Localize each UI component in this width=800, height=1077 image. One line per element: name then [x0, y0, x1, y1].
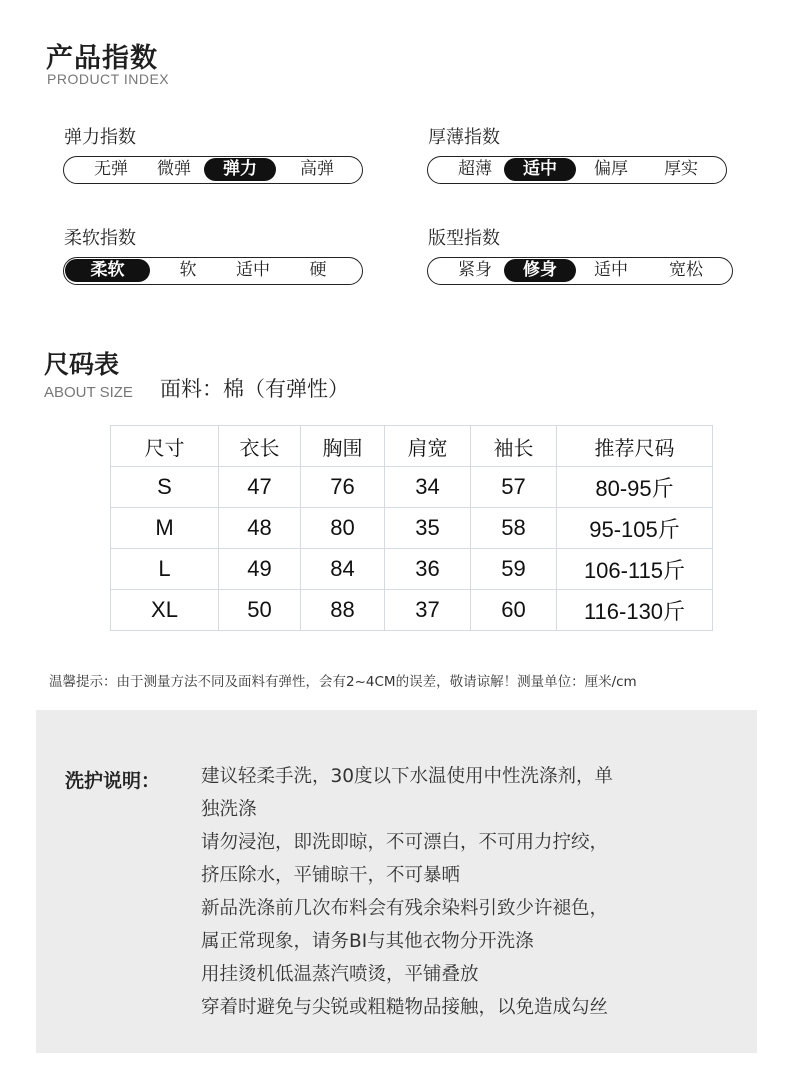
table-cell: S	[111, 467, 219, 508]
table-cell: 58	[471, 508, 557, 549]
table-cell: 48	[219, 508, 301, 549]
table-header-cell: 胸围	[301, 426, 385, 467]
softness-option-selected: 柔软	[65, 259, 150, 282]
thickness-index-bar	[427, 156, 727, 184]
table-cell: 34	[385, 467, 471, 508]
care-line: 建议轻柔手洗，30度以下水温使用中性洗涤剂，单	[201, 766, 614, 787]
table-header-row	[111, 426, 713, 467]
table-cell: 49	[219, 549, 301, 590]
care-line: 请勿浸泡，即洗即晾，不可漂白，不可用力拧绞，	[201, 832, 609, 853]
fit-option: 适中	[594, 260, 628, 280]
table-cell: 88	[301, 590, 385, 631]
table-header-cell: 尺寸	[111, 426, 219, 467]
product-index-title: 产品指数	[46, 43, 158, 74]
table-header-cell: 袖长	[471, 426, 557, 467]
fit-index-label: 版型指数	[428, 228, 500, 249]
size-table	[110, 425, 713, 631]
table-cell: 59	[471, 549, 557, 590]
elasticity-option-selected: 弹力	[204, 158, 276, 181]
fit-option-selected: 修身	[504, 259, 576, 282]
size-chart-title: 尺码表	[44, 350, 120, 379]
table-row	[111, 467, 713, 508]
fit-option: 宽松	[669, 260, 703, 280]
thickness-option: 偏厚	[594, 159, 628, 179]
table-cell: 106-115斤	[557, 549, 713, 590]
thickness-option: 厚实	[664, 159, 698, 179]
table-row	[111, 549, 713, 590]
elasticity-option: 无弹	[94, 159, 128, 179]
table-header-cell: 推荐尺码	[557, 426, 713, 467]
softness-option: 适中	[236, 260, 270, 280]
care-line: 新品洗涤前几次布料会有残余染料引致少许褪色，	[201, 898, 609, 919]
table-cell: 37	[385, 590, 471, 631]
elasticity-option: 高弹	[300, 159, 334, 179]
table-cell: 116-130斤	[557, 590, 713, 631]
table-cell: 57	[471, 467, 557, 508]
measurement-tip: 温馨提示：由于测量方法不同及面料有弹性，会有2~4CM的误差，敬请谅解！测量单位：厘米/cm	[49, 674, 637, 690]
thickness-option: 超薄	[458, 159, 492, 179]
table-cell: 76	[301, 467, 385, 508]
table-cell: 84	[301, 549, 385, 590]
table-row	[111, 508, 713, 549]
softness-option: 硬	[309, 260, 327, 280]
fit-index-bar	[427, 257, 733, 285]
product-index-subtitle: PRODUCT INDEX	[47, 71, 170, 87]
care-instructions-text	[201, 765, 701, 1029]
table-cell: M	[111, 508, 219, 549]
table-row	[111, 590, 713, 631]
care-line: 属正常现象，请务BI与其他衣物分开洗涤	[201, 931, 534, 952]
table-cell: 60	[471, 590, 557, 631]
thickness-option-selected: 适中	[504, 158, 576, 181]
softness-index-label: 柔软指数	[64, 228, 136, 249]
table-header-cell: 衣长	[219, 426, 301, 467]
fabric-info: 面料：棉（有弹性）	[160, 377, 349, 401]
table-cell: L	[111, 549, 219, 590]
table-cell: 35	[385, 508, 471, 549]
elasticity-option: 微弹	[157, 159, 191, 179]
table-cell: 80	[301, 508, 385, 549]
care-instructions-title: 洗护说明：	[65, 770, 161, 792]
care-line: 用挂烫机低温蒸汽喷烫，平铺叠放	[201, 964, 479, 985]
table-cell: 80-95斤	[557, 467, 713, 508]
table-cell: 47	[219, 467, 301, 508]
thickness-index-label: 厚薄指数	[428, 127, 500, 148]
size-chart-subtitle: ABOUT SIZE	[44, 384, 133, 401]
fit-option: 紧身	[458, 260, 492, 280]
elasticity-index-bar	[63, 156, 363, 184]
elasticity-index-label: 弹力指数	[64, 127, 136, 148]
softness-option: 软	[179, 260, 197, 280]
care-instructions-panel	[36, 710, 757, 1053]
care-line: 挤压除水，平铺晾干，不可暴晒	[201, 865, 461, 886]
table-cell: 36	[385, 549, 471, 590]
softness-index-bar	[63, 257, 363, 285]
table-cell: XL	[111, 590, 219, 631]
table-header-cell: 肩宽	[385, 426, 471, 467]
care-line: 穿着时避免与尖锐或粗糙物品接触，以免造成勾丝	[201, 997, 609, 1018]
table-cell: 95-105斤	[557, 508, 713, 549]
care-line: 独洗涤	[201, 799, 257, 820]
table-cell: 50	[219, 590, 301, 631]
